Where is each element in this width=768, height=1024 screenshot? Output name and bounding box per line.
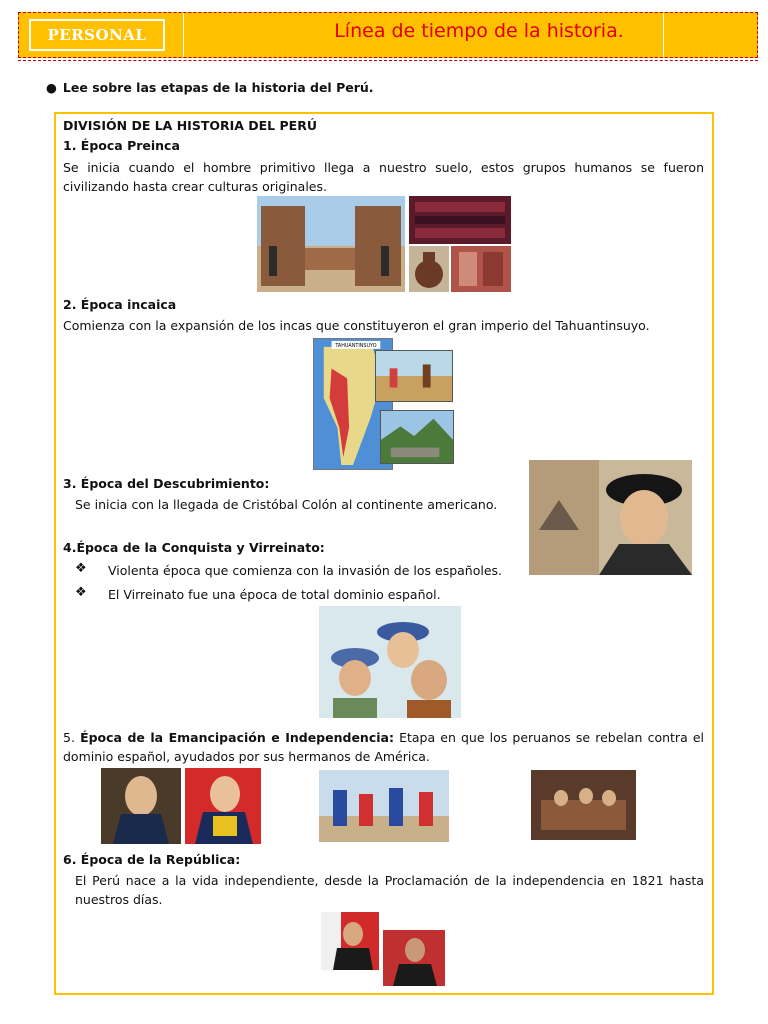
main-title: DIVISIÓN DE LA HISTORIA DEL PERÚ — [63, 118, 317, 133]
bullet-text: El Virreinato fue una época de total dominio español. — [108, 587, 441, 602]
bullet-dot: ● — [46, 80, 57, 95]
san-martin-portrait — [101, 768, 181, 844]
header-banner — [18, 12, 758, 58]
header-divider — [183, 13, 184, 57]
section-heading: 3. Época del Descubrimiento: — [63, 476, 270, 491]
ceramic-photo — [409, 246, 449, 292]
bullet-icon: ❖ — [75, 561, 87, 576]
header-rule — [18, 60, 758, 61]
bullet-icon: ❖ — [75, 585, 87, 600]
conquistadors-illustration — [319, 606, 461, 718]
machu-picchu-photo — [380, 410, 454, 464]
section-body: Se inicia cuando el hombre primitivo llega a nuestro suelo, estos grupos humanos se fueron civilizando hasta crear culturas originales. — [63, 160, 704, 194]
textile-photo — [409, 196, 511, 244]
section-heading: 6. Época de la República: — [63, 852, 241, 867]
section-body: Etapa en que los peruanos se rebelan contra el dominio español, ayudados por sus hermanos de América. — [63, 730, 705, 764]
preinca-gate-photo — [257, 196, 405, 292]
section-heading: 2. Época incaica — [63, 297, 177, 312]
instruction — [46, 80, 374, 95]
bolivar-portrait — [185, 768, 261, 844]
independence-proclamation-painting — [531, 770, 636, 840]
section-heading: 1. Época Preinca — [63, 138, 180, 153]
section-paragraph — [63, 728, 704, 766]
president-photo-2 — [383, 930, 445, 986]
section-body: Se inicia con la llegada de Cristóbal Colón al continente americano. — [75, 497, 498, 512]
inca-farming-photo — [375, 350, 453, 402]
section-heading: 4.Época de la Conquista y Virreinato: — [63, 540, 325, 555]
instruction-text: Lee sobre las etapas de la historia del Perú. — [62, 80, 374, 95]
president-photo-1 — [321, 912, 379, 970]
map-label: TAHUANTINSUYO — [335, 342, 377, 349]
section-body: El Perú nace a la vida independiente, desde la Proclamación de la independencia en 1821 hasta nuestros días. — [75, 873, 704, 907]
page-title: Línea de tiempo de la historia. — [334, 20, 624, 42]
battle-illustration — [319, 770, 449, 842]
stone-carving-photo — [451, 246, 511, 292]
section-number: 5. — [63, 730, 75, 745]
bullet-text: Violenta época que comienza con la invasión de los españoles. — [108, 563, 503, 578]
section-heading: Época de la Emancipación e Independencia: — [80, 730, 394, 745]
personal-tag: PERSONAL — [29, 19, 165, 51]
columbus-portrait — [529, 460, 692, 575]
section-body: Comienza con la expansión de los incas que constituyeron el gran imperio del Tahuantinsuyo. — [63, 318, 650, 333]
